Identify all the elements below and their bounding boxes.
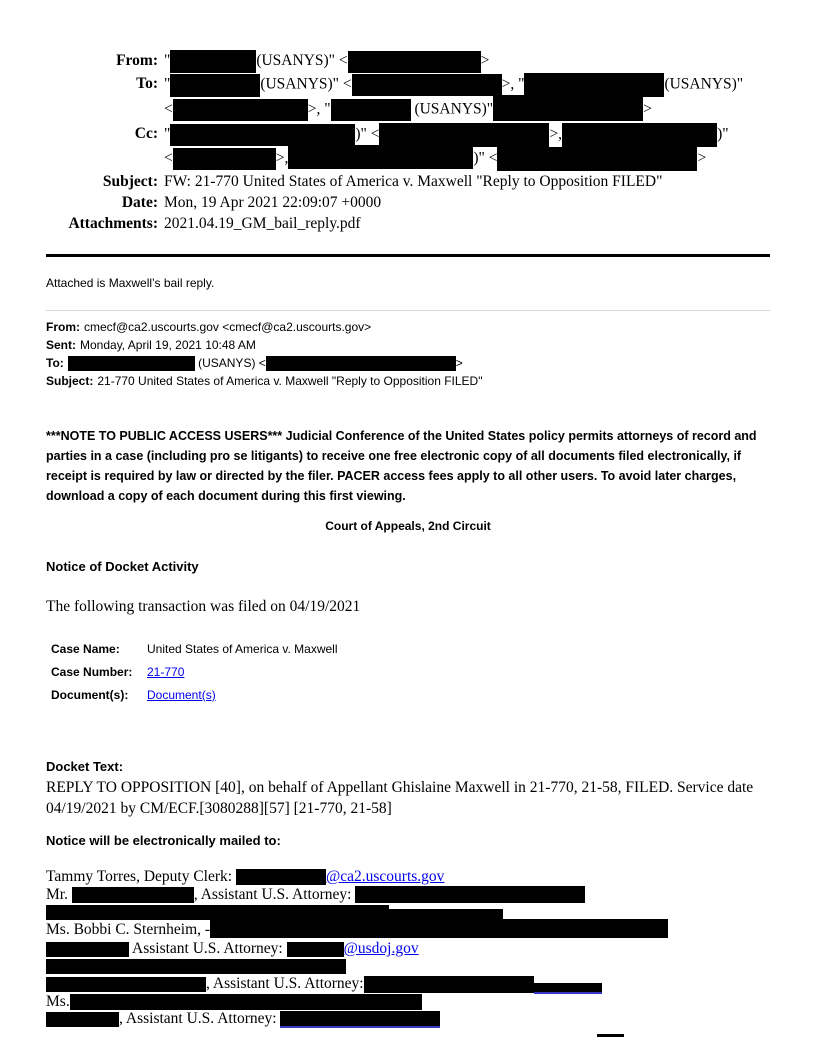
recipient-line (46, 993, 770, 1011)
redaction-bar (280, 1011, 440, 1028)
recipient-line (46, 1010, 770, 1028)
text-fragment: )" < (473, 149, 498, 167)
text-fragment: >, " (501, 75, 525, 93)
to-value (164, 73, 770, 123)
date-value: Mon, 19 Apr 2021 22:09:07 +0000 (164, 194, 382, 211)
redaction-bar (68, 356, 195, 371)
email-address-link[interactable]: @ca2.uscourts.gov (325, 868, 445, 885)
text-fragment: >, (275, 149, 289, 167)
text-fragment: (USANYS)" < (256, 52, 348, 70)
redaction-bar (497, 147, 697, 171)
text-fragment: (USANYS)" (410, 100, 494, 118)
redaction-bar (72, 887, 194, 903)
docket-text-heading: Docket Text: (46, 759, 124, 774)
redaction-bar (46, 942, 129, 957)
text-fragment: , Assistant U.S. Attorney: (119, 1010, 281, 1028)
inner-sent-line (46, 336, 770, 354)
text-fragment: )" < (355, 125, 380, 143)
documents-link[interactable]: Document(s) (147, 687, 216, 702)
electronic-mail-heading: Notice will be electronically mailed to: (46, 833, 281, 848)
text-fragment: " (164, 52, 171, 70)
text-fragment: < (164, 100, 173, 118)
to-value-line-1 (164, 73, 770, 97)
redaction-bar (70, 994, 422, 1010)
from-value-line (164, 50, 770, 73)
redaction-bar (170, 74, 260, 97)
case-info-table (46, 637, 770, 706)
redaction-bar (173, 148, 276, 170)
text-fragment: " (164, 125, 171, 143)
attachments-value: 2021.04.19_GM_bail_reply.pdf (164, 215, 361, 232)
notice-recipient-list (46, 868, 770, 1028)
text-fragment: >, " (307, 100, 331, 118)
redaction-bar (493, 95, 643, 121)
recipient-line (46, 975, 770, 993)
quoted-message-divider (46, 310, 770, 311)
text-fragment: " (164, 75, 171, 93)
text-fragment: Ms. Bobbi C. Sternheim, - (46, 921, 211, 938)
text-fragment: (USANYS) < (194, 356, 266, 370)
email-address-link[interactable]: @usdoj.gov (343, 939, 419, 957)
text-fragment: )" (717, 125, 729, 143)
redaction-bar (364, 976, 534, 993)
outer-email-header (46, 0, 770, 234)
text-fragment: > (455, 356, 463, 370)
text-fragment: Tammy Torres, Deputy Clerk: (46, 868, 236, 885)
case-name-value: United States of America v. Maxwell (147, 641, 338, 656)
date-label: Date: (121, 194, 158, 211)
case-number-link[interactable]: 21-770 (147, 664, 185, 679)
redaction-bar (236, 869, 326, 885)
text-fragment: (USANYS)" < (260, 75, 352, 93)
inner-subject-label: Subject: (46, 374, 94, 388)
from-label: From: (116, 52, 158, 69)
header-separator-rule (46, 254, 770, 257)
from-value (164, 50, 770, 73)
inner-subject-value: 21-770 United States of America v. Maxwell "Reply to Opposition FILED" (97, 374, 483, 388)
from-row (46, 50, 770, 73)
court-title: Court of Appeals, 2nd Circuit (325, 519, 491, 533)
public-access-notice: ***NOTE TO PUBLIC ACCESS USERS*** Judicial Conference of the United States policy permits attorneys of record and parties in a case (including pro se litigants) to receive one free electronic copy of all documents filed electronically, if receipt is required by law or directed by the filer. PACER access fees apply to all other users. To avoid later charges, download a copy of each document during this first viewing. (46, 429, 757, 503)
recipient-line (46, 886, 770, 904)
docket-text-body: REPLY TO OPPOSITION [40], on behalf of Appellant Ghislaine Maxwell in 21-770, 21-58, FILED. Service date 04/19/2021 by CM/ECF.[3080288][57] [21-770, 21-58] (46, 779, 754, 817)
docket-activity-heading: Notice of Docket Activity (46, 559, 199, 574)
text-fragment: , Assistant U.S. Attorney: (193, 885, 356, 903)
subject-value: FW: 21-770 United States of America v. Maxwell "Reply to Opposition FILED" (164, 173, 663, 190)
redaction-bar (170, 124, 355, 146)
cc-label: Cc: (134, 125, 158, 142)
inner-to-line (46, 354, 770, 372)
redaction-bar (46, 1012, 119, 1027)
documents-label: Document(s): (51, 687, 129, 702)
attachments-label: Attachments: (68, 215, 158, 232)
redaction-bar (562, 123, 717, 147)
text-fragment: Assistant U.S. Attorney: (129, 939, 287, 957)
text-fragment: Ms. (46, 992, 70, 1010)
redaction-bar (524, 73, 664, 97)
inner-email-header (46, 318, 770, 390)
message-body-line: Attached is Maxwell’s bail reply. (46, 276, 215, 290)
redaction-bar (170, 50, 256, 73)
cc-value (164, 123, 770, 171)
redaction-bar (534, 983, 602, 994)
inner-sent-label: Sent: (46, 338, 76, 352)
redaction-bar (331, 99, 411, 121)
to-label: To: (136, 75, 158, 92)
table-row (51, 683, 770, 706)
redaction-bar (46, 959, 346, 974)
redaction-bar (379, 123, 549, 147)
redaction-bar (46, 977, 206, 992)
text-fragment: < (164, 149, 173, 167)
recipient-line (46, 921, 770, 940)
text-fragment: > (480, 52, 490, 70)
inner-from-label: From: (46, 320, 80, 334)
redaction-bar (355, 886, 585, 903)
redaction-bar (348, 51, 481, 73)
redaction-bar (173, 99, 308, 121)
redaction-bar (287, 942, 344, 957)
inner-sent-value: Monday, April 19, 2021 10:48 AM (80, 338, 256, 352)
cc-value-line-2 (164, 147, 770, 171)
case-number-label: Case Number: (51, 664, 133, 679)
text-fragment: > (643, 100, 652, 118)
inner-from-value: cmecf@ca2.uscourts.gov <cmecf@ca2.uscourts.gov> (84, 320, 372, 334)
inner-subject-line (46, 372, 770, 390)
redaction-bar (352, 74, 502, 96)
subject-label: Subject: (102, 173, 158, 190)
inner-from-line (46, 318, 770, 336)
page-footer-dash (597, 1034, 624, 1037)
redaction-bar (266, 356, 456, 371)
cc-value-line-1 (164, 123, 770, 147)
text-fragment: (USANYS)" (664, 75, 744, 93)
text-fragment: , Assistant U.S. Attorney: (206, 974, 364, 992)
transaction-line: The following transaction was filed on 04/19/2021 (46, 598, 361, 615)
to-row (46, 73, 770, 123)
recipient-line (46, 940, 770, 958)
text-fragment: >, (549, 125, 563, 143)
subject-row (46, 171, 770, 192)
text-fragment: > (697, 149, 707, 167)
redaction-bar (288, 145, 473, 169)
cc-row (46, 123, 770, 171)
redaction-bar (210, 919, 668, 938)
recipient-line (46, 868, 770, 886)
date-row (46, 192, 770, 213)
table-row (51, 637, 770, 660)
to-value-line-2 (164, 97, 770, 123)
inner-to-label: To: (46, 356, 64, 370)
inner-to-value (68, 356, 463, 370)
case-name-label: Case Name: (51, 641, 120, 656)
table-row (51, 660, 770, 683)
text-fragment: Mr. (46, 885, 72, 903)
attachments-row (46, 213, 770, 234)
recipient-line (46, 957, 770, 975)
